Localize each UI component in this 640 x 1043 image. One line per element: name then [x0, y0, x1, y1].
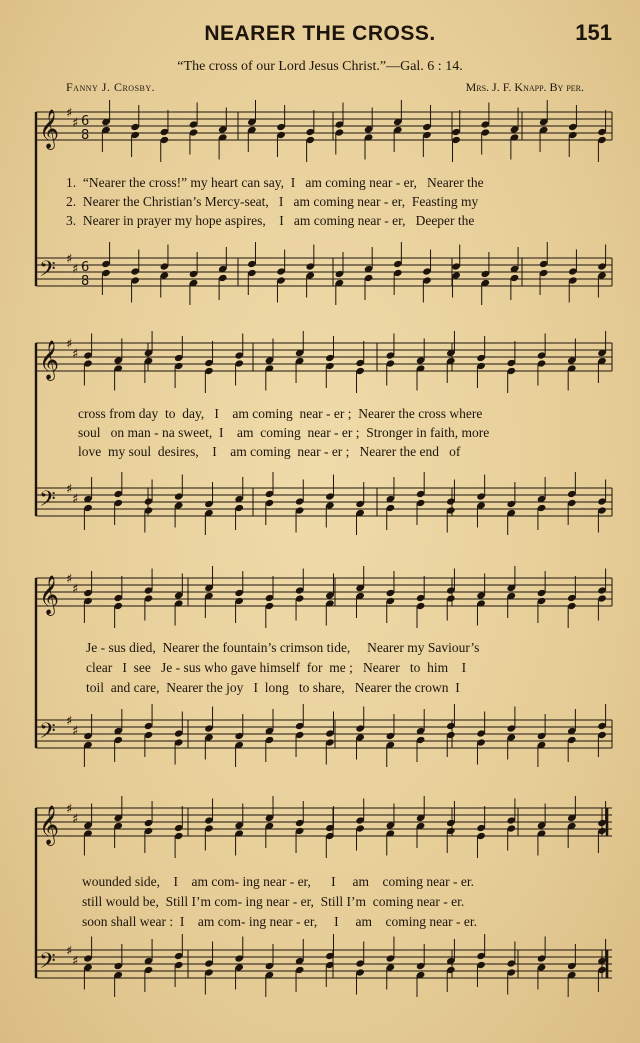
bass-clef-icon: 𝄢	[39, 487, 56, 517]
treble-clef-icon: 𝄞	[39, 109, 60, 149]
lyric-line-s2-v1: cross from day to day, I am coming near - er ; Nearer the cross where	[78, 406, 483, 421]
sharp-icon: ♯	[72, 812, 79, 827]
sharp-icon: ♯	[66, 482, 73, 497]
time-sig-bottom: 8	[81, 274, 90, 289]
sharp-icon: ♯	[66, 337, 73, 352]
lyric-line-s4-v1: wounded side, I am com- ing near - er, I am coming near - er.	[82, 874, 474, 889]
lyric-line-s2-v2: soul on man - na sweet, I am coming near - er ; Stronger in faith, more	[78, 425, 490, 440]
time-sig-bottom: 8	[81, 128, 90, 143]
sharp-icon: ♯	[72, 954, 79, 969]
sharp-icon: ♯	[72, 347, 79, 362]
lyric-line-s4-v3: soon shall wear : I am com- ing near - er, I am coming near - er.	[82, 914, 477, 929]
page-number: 151	[575, 20, 612, 45]
bass-clef-icon: 𝄢	[39, 719, 56, 749]
bass-clef-icon: 𝄢	[39, 949, 56, 979]
sharp-icon: ♯	[72, 116, 79, 131]
sharp-icon: ♯	[66, 252, 73, 267]
scripture-epigraph: “The cross of our Lord Jesus Christ.”—Gal. 6 : 14.	[177, 59, 463, 74]
sharp-icon: ♯	[66, 802, 73, 817]
time-sig-top: 6	[81, 260, 90, 275]
sharp-icon: ♯	[72, 492, 79, 507]
treble-clef-icon: 𝄞	[39, 575, 60, 615]
bass-clef-icon: 𝄢	[39, 257, 56, 287]
author-credit: Fanny J. Crosby.	[66, 80, 156, 94]
treble-clef-icon: 𝄞	[39, 805, 60, 845]
sharp-icon: ♯	[66, 106, 73, 121]
lyric-line-s1-v2: 2. Nearer the Christian’s Mercy-seat, I am coming near - er, Feasting my	[66, 194, 479, 209]
lyric-line-s3-v1: Je - sus died, Nearer the fountain’s crimson tide, Nearer my Saviour’s	[86, 640, 480, 655]
sharp-icon: ♯	[66, 572, 73, 587]
lyric-line-s4-v2: still would be, Still I’m com- ing near - er, Still I’m coming near - er.	[82, 894, 465, 909]
lyric-line-s1-v3: 3. Nearer in prayer my hope aspires, I am coming near - er, Deeper the	[66, 213, 475, 228]
treble-clef-icon: 𝄞	[39, 340, 60, 380]
sharp-icon: ♯	[66, 944, 73, 959]
sharp-icon: ♯	[72, 262, 79, 277]
lyric-line-s3-v2: clear I see Je - sus who gave himself for me ; Nearer to him I	[86, 660, 467, 675]
sharp-icon: ♯	[72, 582, 79, 597]
lyric-line-s3-v3: toil and care, Nearer the joy I long to share, Nearer the crown I	[86, 680, 460, 695]
sharp-icon: ♯	[66, 714, 73, 729]
hymn-title: NEARER THE CROSS.	[204, 22, 436, 45]
composer-credit: Mrs. J. F. Knapp. By per.	[465, 80, 584, 94]
sharp-icon: ♯	[72, 724, 79, 739]
lyric-line-s1-v1: 1. “Nearer the cross!” my heart can say, I am coming near - er, Nearer the	[66, 175, 484, 190]
time-sig-top: 6	[81, 114, 90, 129]
lyric-line-s2-v3: love my soul desires, I am coming near - er ; Nearer the end of	[78, 444, 461, 459]
